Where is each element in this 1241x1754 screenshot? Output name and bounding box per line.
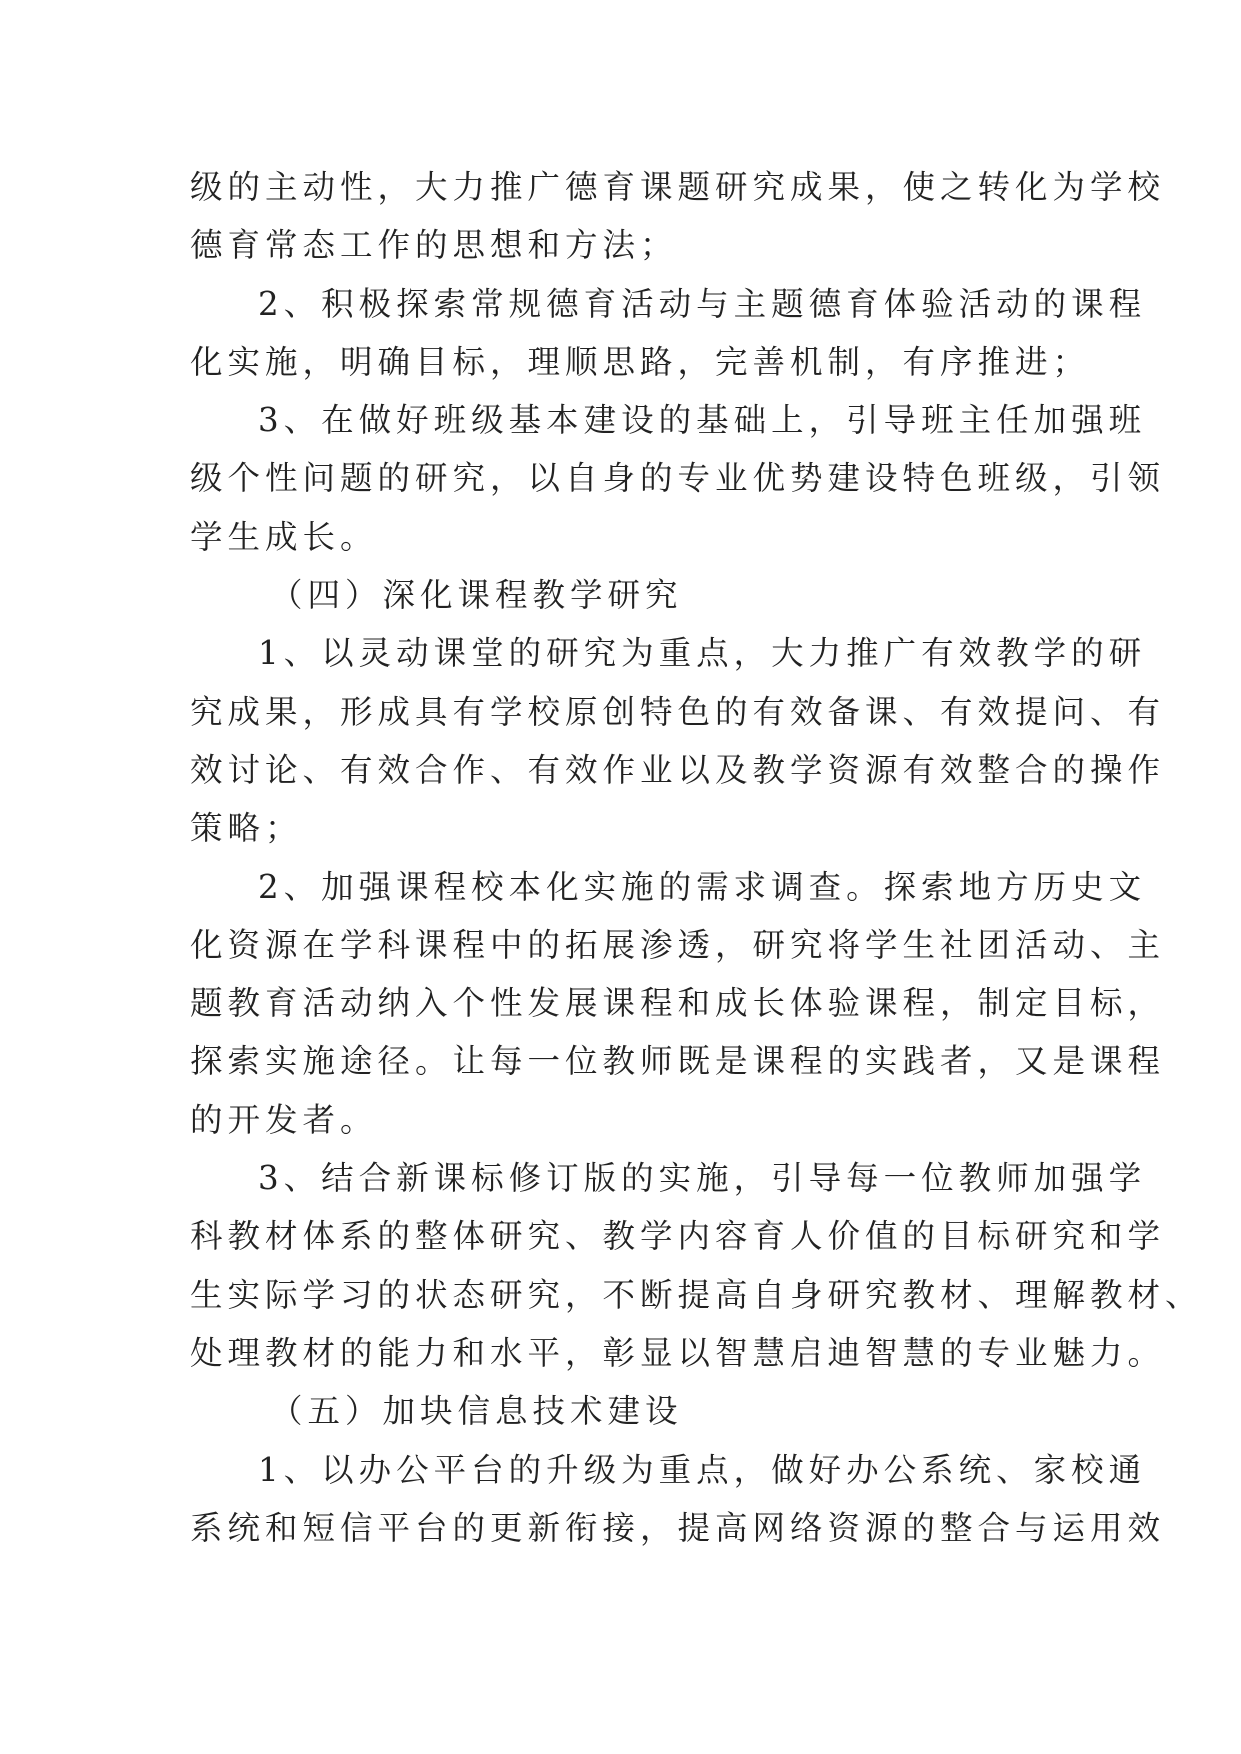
text-line: 处理教材的能力和水平，彰显以智慧启迪智慧的专业魅力。 [190,1333,1166,1372]
text-line: 策略； [190,809,303,848]
list-item-line: 1、以办公平台的升级为重点，做好办公系统、家校通 [258,1450,1147,1489]
section-heading: （四）深化课程教学研究 [270,576,683,615]
document-body [190,158,1203,1557]
text-line: 究成果，形成具有学校原创特色的有效备课、有效提问、有 [190,692,1166,731]
text-line: 效讨论、有效合作、有效作业以及教学资源有效整合的操作 [190,750,1166,789]
text-line: 系统和短信平台的更新衔接，提高网络资源的整合与运用效 [190,1508,1166,1547]
list-item-line: 2、加强课程校本化实施的需求调查。探索地方历史文 [258,867,1147,906]
list-item-line: 3、在做好班级基本建设的基础上，引导班主任加强班 [258,401,1147,440]
text-line: 探索实施途径。让每一位教师既是课程的实践者，又是课程 [190,1042,1166,1081]
text-line: 题教育活动纳入个性发展课程和成长体验课程，制定目标， [190,984,1166,1023]
text-line: 德育常态工作的思想和方法； [190,226,678,265]
text-line: 级的主动性，大力推广德育课题研究成果，使之转化为学校 [190,168,1166,206]
list-item-line: 3、结合新课标修订版的实施，引导每一位教师加强学 [258,1159,1147,1198]
text-line: 级个性问题的研究，以自身的专业优势建设特色班级，引领 [190,459,1166,498]
text-line: 学生成长。 [190,517,378,556]
section-heading: （五）加块信息技术建设 [270,1392,683,1431]
text-line: 科教材体系的整体研究、教学内容育人价值的目标研究和学 [190,1217,1166,1256]
text-line: 的开发者。 [190,1100,378,1139]
text-line: 生实际学习的状态研究，不断提高自身研究教材、理解教材、 [190,1275,1203,1314]
text-line: 化实施，明确目标，理顺思路，完善机制，有序推进； [190,342,1091,381]
list-item-line: 2、积极探索常规德育活动与主题德育体验活动的课程 [258,284,1147,323]
list-item-line: 1、以灵动课堂的研究为重点，大力推广有效教学的研 [258,634,1147,673]
text-line: 化资源在学科课程中的拓展渗透，研究将学生社团活动、主 [190,925,1166,964]
